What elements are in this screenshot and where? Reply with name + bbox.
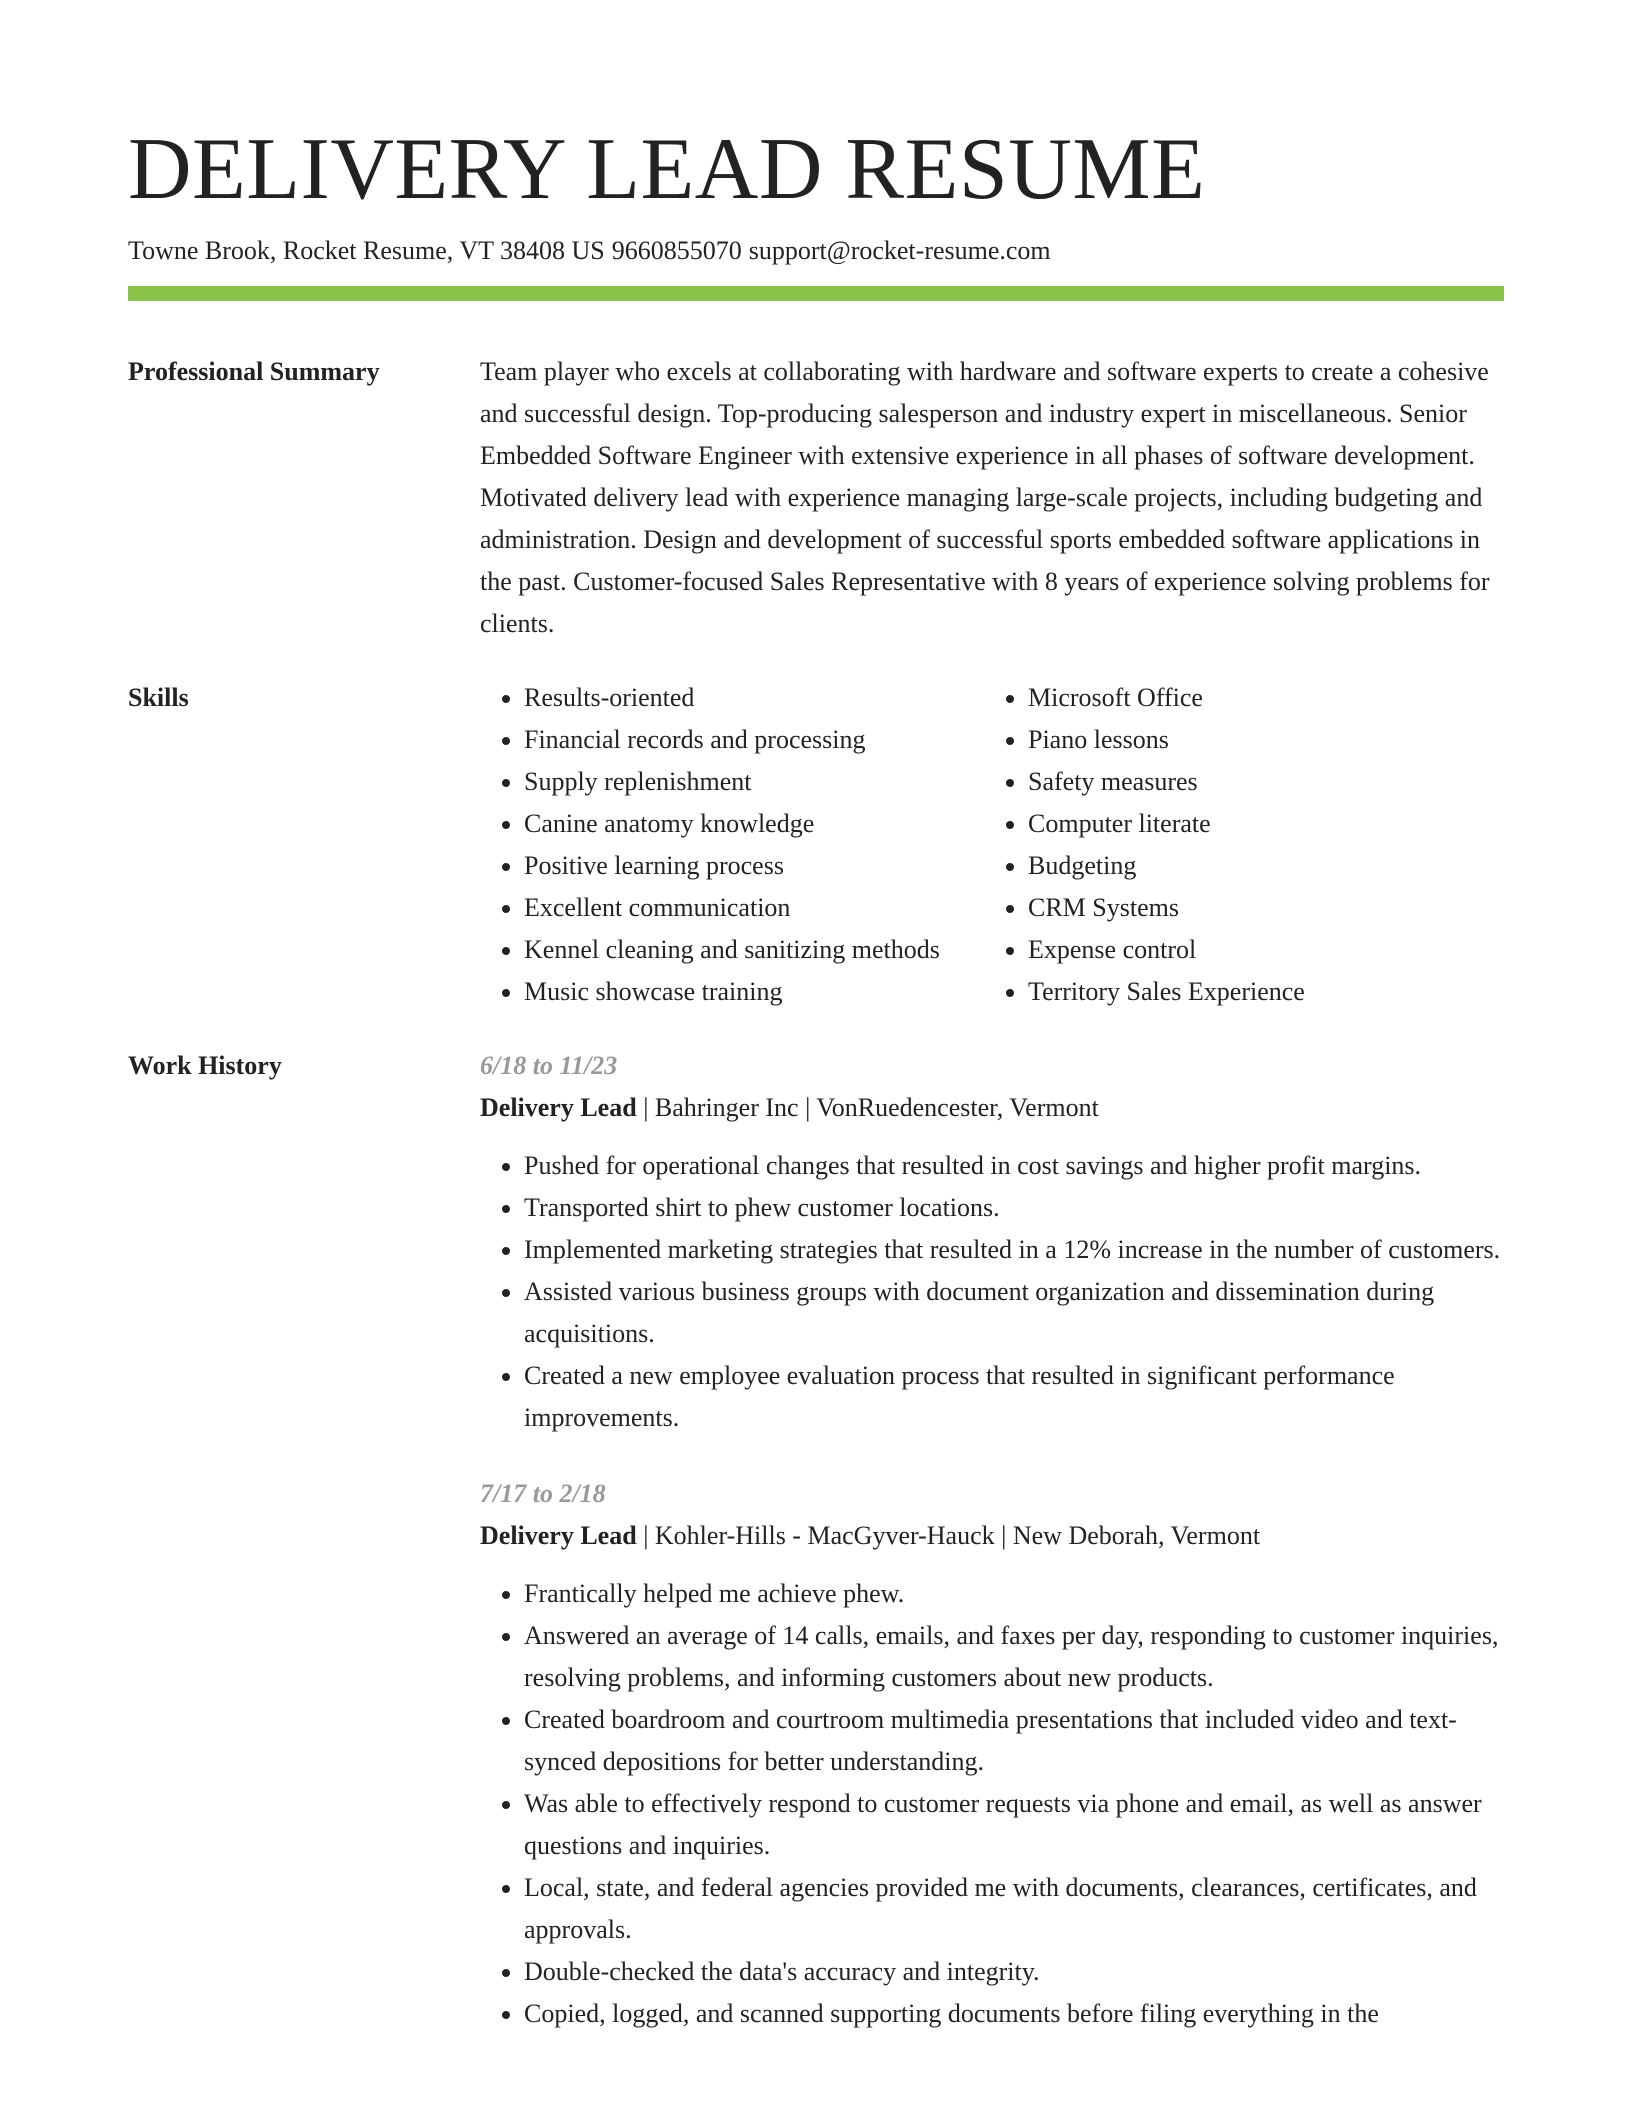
job-bullet-list: [480, 1145, 1504, 1439]
skills-columns: [480, 677, 1504, 1013]
skill-item: • Safety measures: [1028, 761, 1305, 803]
resume-title: DELIVERY LEAD RESUME: [128, 121, 1206, 218]
resume-page: [128, 0, 1504, 2069]
job-company: Bahringer Inc: [654, 1093, 799, 1122]
job-bullet: • Created a new employee evaluation process that resulted in significant performance improvements.: [524, 1355, 1504, 1439]
contact-line: [128, 234, 1504, 268]
professional-summary-section: [128, 351, 1504, 645]
skill-item: • Financial records and processing: [524, 719, 984, 761]
job-title: Delivery Lead: [480, 1521, 637, 1550]
summary-text: Team player who excels at collaborating with hardware and software experts to create a cohesive and successful design. Top-producing salesperson and industry expert in miscellaneous. Senior Embedded Software Engineer with extensive experience in all phases of software development. Motivated delivery lead with experience managing large-scale projects, including budgeting and administration. Design and development of successful sports embedded software applications in the past. Customer-focused Sales Representative with 8 years of experience solving problems for clients.: [480, 357, 1490, 638]
skill-item: • Computer literate: [1028, 803, 1305, 845]
skills-body: [480, 677, 1504, 1013]
skill-item: • Canine anatomy knowledge: [524, 803, 984, 845]
skills-section: [128, 677, 1504, 1013]
skill-item: • Territory Sales Experience: [1028, 971, 1305, 1013]
skill-item: • Piano lessons: [1028, 719, 1305, 761]
job-entry: [480, 1473, 1504, 2035]
job-bullet-list: [480, 1573, 1504, 2035]
skill-item: • CRM Systems: [1028, 887, 1305, 929]
skill-item: • Expense control: [1028, 929, 1305, 971]
job-bullet: • Was able to effectively respond to customer requests via phone and email, as well as answer questions and inquiries.: [524, 1783, 1504, 1867]
job-heading-line: Delivery Lead | Kohler-Hills - MacGyver-Hauck | New Deborah, Vermont: [480, 1521, 1261, 1550]
section-heading-skills: Skills: [128, 683, 189, 712]
contact-email: support@rocket-resume.com: [748, 236, 1051, 265]
skill-item: • Kennel cleaning and sanitizing methods: [524, 929, 984, 971]
skill-item: • Results-oriented: [524, 677, 984, 719]
summary-body: [480, 351, 1504, 645]
job-bullet: • Local, state, and federal agencies provided me with documents, clearances, certificates, and approvals.: [524, 1867, 1504, 1951]
work-history-body: [480, 1045, 1504, 2069]
job-bullet: • Answered an average of 14 calls, emails, and faxes per day, responding to customer inquiries, resolving problems, and informing customers about new products.: [524, 1615, 1504, 1699]
header-divider: [128, 286, 1504, 301]
job-bullet: • Pushed for operational changes that resulted in cost savings and higher profit margins.: [524, 1145, 1504, 1187]
section-heading-summary: Professional Summary: [128, 357, 380, 386]
job-title: Delivery Lead: [480, 1093, 637, 1122]
skill-item: • Positive learning process: [524, 845, 984, 887]
job-location: VonRuedencester, Vermont: [816, 1093, 1099, 1122]
job-bullet: • Created boardroom and courtroom multimedia presentations that included video and text-synced depositions for better understanding.: [524, 1699, 1504, 1783]
job-bullet: • Double-checked the data's accuracy and integrity.: [524, 1951, 1504, 1993]
job-entry: [480, 1045, 1504, 1439]
skill-item: • Music showcase training: [524, 971, 984, 1013]
job-bullet: • Assisted various business groups with document organization and dissemination during acquisitions.: [524, 1271, 1504, 1355]
job-heading-line: Delivery Lead | Bahringer Inc | VonRuedencester, Vermont: [480, 1093, 1099, 1122]
contact-address: Towne Brook, Rocket Resume, VT 38408 US: [128, 236, 605, 265]
job-bullet: • Frantically helped me achieve phew.: [524, 1573, 1504, 1615]
skill-item: • Excellent communication: [524, 887, 984, 929]
skill-item: • Supply replenishment: [524, 761, 984, 803]
job-dates: 6/18 to 11/23: [480, 1051, 618, 1080]
skill-item: • Microsoft Office: [1028, 677, 1305, 719]
skills-list-right: [984, 677, 1305, 1013]
skill-item: • Budgeting: [1028, 845, 1305, 887]
job-company: Kohler-Hills - MacGyver-Hauck: [654, 1521, 995, 1550]
job-bullet: • Transported shirt to phew customer locations.: [524, 1187, 1504, 1229]
job-dates: 7/17 to 2/18: [480, 1479, 606, 1508]
contact-phone: 9660855070: [611, 236, 742, 265]
job-location: New Deborah, Vermont: [1012, 1521, 1261, 1550]
job-bullet: • Copied, logged, and scanned supporting documents before filing everything in the: [524, 1993, 1504, 2035]
job-bullet: • Implemented marketing strategies that resulted in a 12% increase in the number of customers.: [524, 1229, 1504, 1271]
work-history-section: [128, 1045, 1504, 2069]
section-heading-work: Work History: [128, 1051, 282, 1080]
skills-list-left: [480, 677, 984, 1013]
